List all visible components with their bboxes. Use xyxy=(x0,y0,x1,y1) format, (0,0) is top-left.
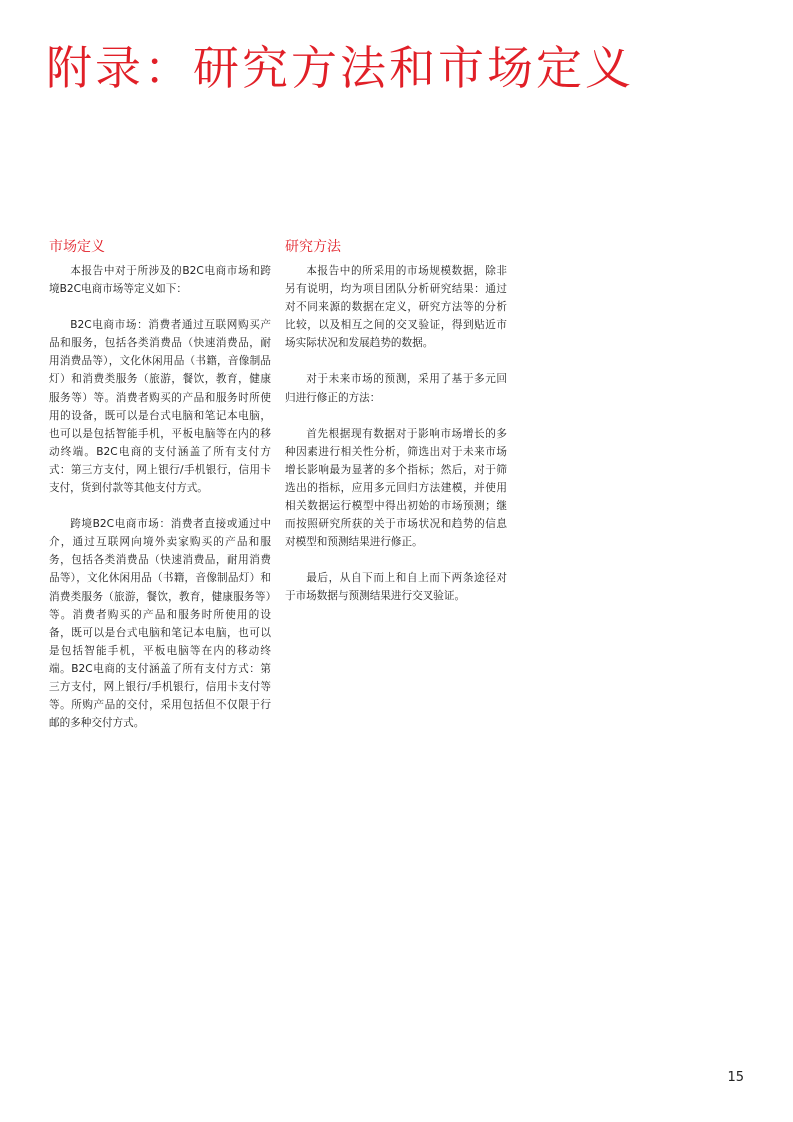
b2c-market-definition: B2C电商市场：消费者通过互联网购买产品和服务，包括各类消费品（快速消费品，耐用消费品等），文化休闲用品（书籍，音像制品灯）和消费类服务（旅游，餐饮，教育，健康服务等）等。消费者购买的产品和服务时所使用的设备，既可以是台式电脑和笔记本电脑，也可以是包括智能手机，平板电脑等在内的移动终端。B2C电商的支付涵盖了所有支付方式：第三方支付，网上银行/手机银行，信用卡支付，货到付款等其他支付方式。 xyxy=(49,319,271,495)
research-method-heading: 研究方法 xyxy=(285,239,341,255)
market-definition-intro: 本报告中对于所涉及的B2C电商市场和跨境B2C电商市场等定义如下： xyxy=(49,265,271,296)
research-method-data-source: 本报告中的所采用的市场规模数据，除非另有说明，均为项目团队分析研究结果：通过对不同来源的数据在定义，研究方法等的分析比较，以及相互之间的交叉验证，得到贴近市场实际状况和发展趋势的数据。 xyxy=(285,265,507,350)
research-method-regression: 首先根据现有数据对于影响市场增长的多种因素进行相关性分析，筛选出对于未来市场增长影响最为显著的多个指标；然后，对于筛选出的指标，应用多元回归方法建模，并使用相关数据运行模型中得出初始的市场预测；继而按照研究所获的关于市场状况和趋势的信息对模型和预测结果进行修正。 xyxy=(285,427,507,549)
page-number: 15 xyxy=(727,1070,744,1085)
research-method-section xyxy=(285,236,507,624)
research-method-validation: 最后，从自下而上和自上而下两条途径对于市场数据与预测结果进行交叉验证。 xyxy=(285,572,507,603)
page-title: 附录：研究方法和市场定义 xyxy=(46,41,634,95)
research-method-forecast-intro: 对于未来市场的预测，采用了基于多元回归进行修正的方法： xyxy=(285,373,507,404)
market-definition-heading: 市场定义 xyxy=(49,239,105,255)
cross-border-b2c-definition: 跨境B2C电商市场：消费者直接或通过中介，通过互联网向境外卖家购买的产品和服务，包括各类消费品（快速消费品，耐用消费品等），文化休闲用品（书籍，音像制品灯）和消费类服务（旅游，餐饮，教育，健康服务等）等。消费者购买的产品和服务时所使用的设备，既可以是台式电脑和笔记本电脑，也可以是包括智能手机，平板电脑等在内的移动终端。B2C电商的支付涵盖了所有支付方式：第三方支付，网上银行/手机银行，信用卡支付等等。所购产品的交付，采用包括但不仅限于行邮的多种交付方式。 xyxy=(49,518,271,730)
market-definition-section xyxy=(49,236,271,750)
